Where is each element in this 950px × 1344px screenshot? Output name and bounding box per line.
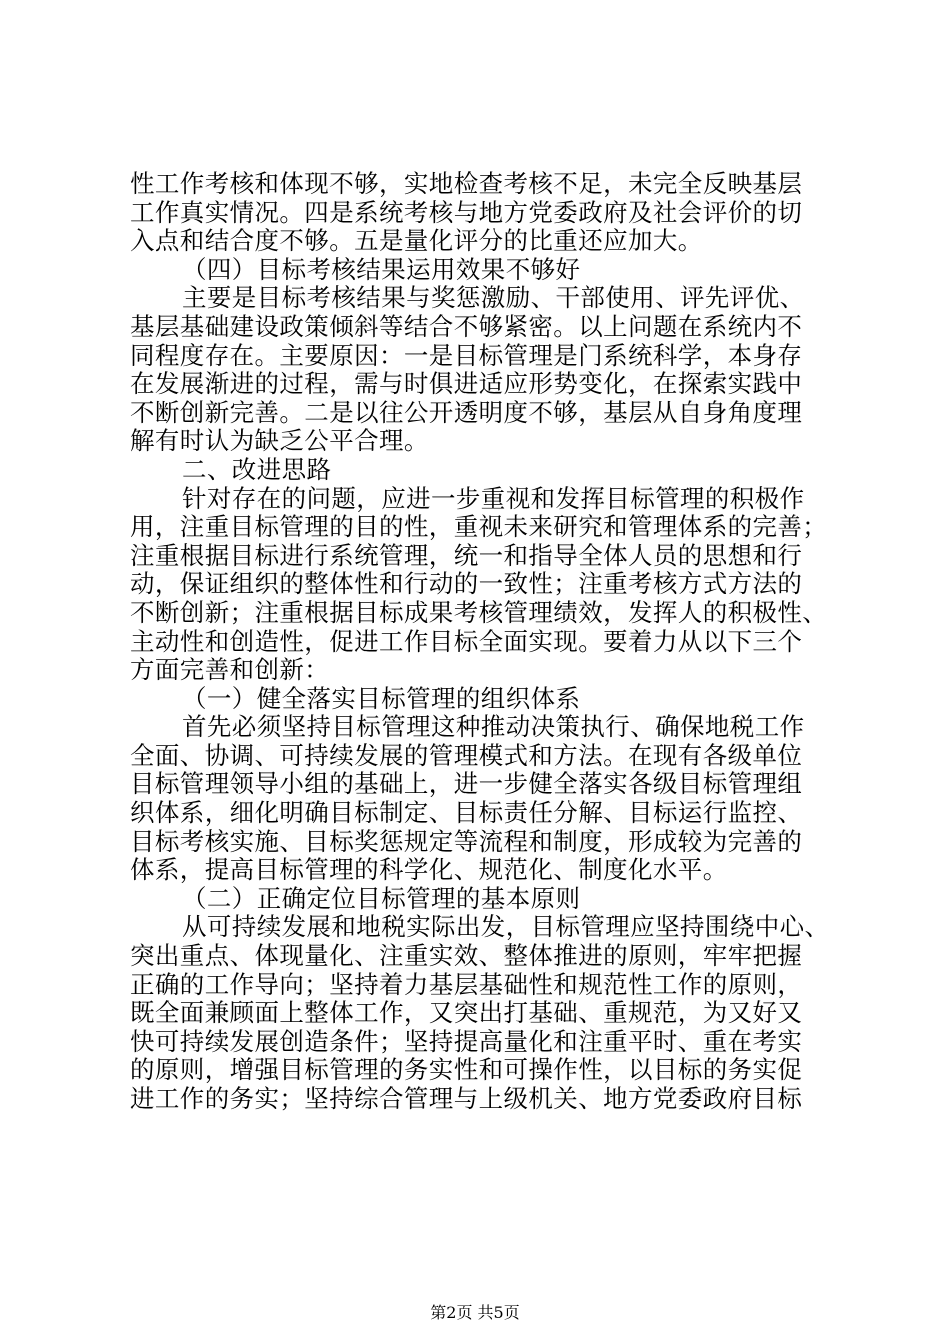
text-line: 快可持续发展创造条件；坚持提高量化和注重平时、重在考实 — [130, 1026, 803, 1056]
text-line: 性工作考核和体现不够，实地检查考核不足，未完全反映基层 — [130, 169, 803, 198]
text-line: 方面完善和创新： — [130, 655, 330, 685]
text-line: 工作真实情况。四是系统考核与地方党委政府及社会评价的切 — [130, 197, 803, 227]
text-line: 的原则，增强目标管理的务实性和可操作性，以目标的务实促 — [130, 1055, 803, 1085]
text-line: 在发展渐进的过程，需与时俱进适应形势变化，在探索实践中 — [130, 369, 803, 399]
text-line: （二）正确定位目标管理的基本原则 — [182, 883, 581, 913]
text-line: 动，保证组织的整体性和行动的一致性；注重考核方式方法的 — [130, 569, 803, 599]
text-line: 正确的工作导向；坚持着力基层基础性和规范性工作的原则， — [130, 969, 803, 999]
text-line: 入点和结合度不够。五是量化评分的比重还应加大。 — [130, 226, 703, 256]
text-line: 进工作的务实；坚持综合管理与上级机关、地方党委政府目标 — [130, 1084, 803, 1113]
text-line: 目标管理领导小组的基础上，进一步健全落实各级目标管理组 — [130, 769, 803, 799]
text-line: 从可持续发展和地税实际出发，目标管理应坚持围绕中心、 — [182, 912, 830, 942]
text-line: 主动性和创造性，促进工作目标全面实现。要着力从以下三个 — [130, 626, 803, 656]
page-footer: 第2页 共5页 — [430, 1303, 520, 1322]
text-line: （一）健全落实目标管理的组织体系 — [182, 683, 581, 713]
text-line: 主要是目标考核结果与奖惩激励、干部使用、评先评优、 — [182, 283, 805, 313]
text-line: 首先必须坚持目标管理这种推动决策执行、确保地税工作 — [182, 712, 805, 742]
text-line: 针对存在的问题，应进一步重视和发挥目标管理的积极作 — [182, 483, 805, 513]
text-line: 用，注重目标管理的目的性，重视未来研究和管理体系的完善； — [130, 512, 828, 542]
text-line: 突出重点、体现量化、注重实效、整体推进的原则，牢牢把握 — [130, 941, 803, 971]
text-line: 体系，提高目标管理的科学化、规范化、制度化水平。 — [130, 855, 728, 885]
text-line: 解有时认为缺乏公平合理。 — [130, 426, 429, 456]
text-line: 目标考核实施、目标奖惩规定等流程和制度，形成较为完善的 — [130, 826, 803, 856]
text-line: 不断创新完善。二是以往公开透明度不够，基层从自身角度理 — [130, 397, 803, 427]
text-line: 同程度存在。主要原因：一是目标管理是门系统科学，本身存 — [130, 340, 803, 370]
document-body — [130, 170, 830, 1114]
text-line: 注重根据目标进行系统管理，统一和指导全体人员的思想和行 — [130, 540, 803, 570]
text-line: 织体系，细化明确目标制定、目标责任分解、目标运行监控、 — [130, 798, 803, 828]
text-line: 全面、协调、可持续发展的管理模式和方法。在现有各级单位 — [130, 740, 803, 770]
text-line: 不断创新；注重根据目标成果考核管理绩效，发挥人的积极性、 — [130, 597, 828, 627]
text-line: 基层基础建设政策倾斜等结合不够紧密。以上问题在系统内不 — [130, 311, 803, 341]
text-line: 二、改进思路 — [182, 454, 332, 484]
text-line: （四）目标考核结果运用效果不够好 — [182, 254, 581, 284]
text-line: 既全面兼顾面上整体工作，又突出打基础、重规范，为又好又 — [130, 998, 803, 1028]
